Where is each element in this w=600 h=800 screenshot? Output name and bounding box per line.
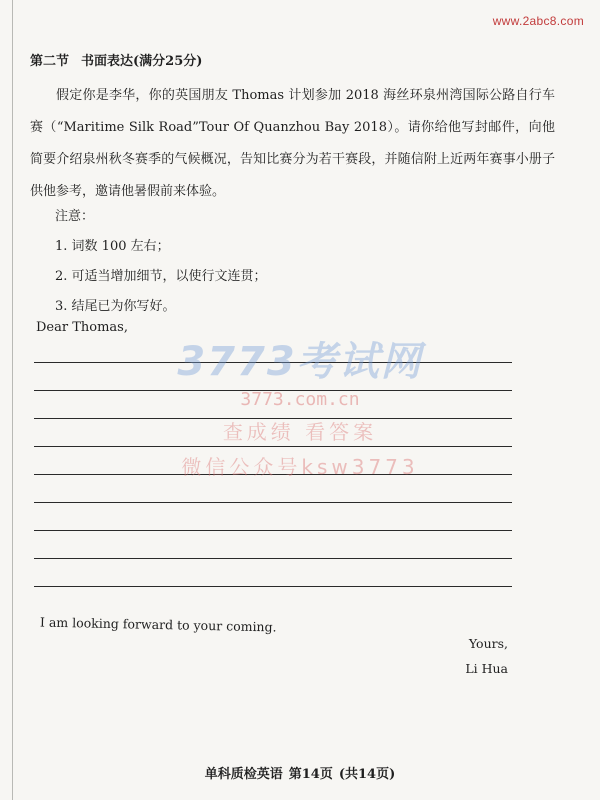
writing-line [34,474,512,475]
note-item: 1. 词数 100 左右； [55,239,170,254]
writing-line [34,390,512,391]
writing-prompt: 假定你是李华，你的英国朋友 Thomas 计划参加 2018 海丝环泉州湾国际公路自行车赛（“Maritime Silk Road”Tour Of Quanzhou Bay 2018）。请你给他写封邮件，向他简要介绍泉州秋冬赛季的气候概况，告知比赛分为若干赛段，并随信附上近两年赛事小册子供他参考，邀请他暑假前来体验。 [30,88,555,199]
footer-page: 第14页 [288,767,333,782]
note-item: 2. 可适当增加细节，以使行文连贯； [55,269,267,284]
section-title: 书面表达(满分25分) [81,54,203,69]
notes-title: 注意： [55,209,95,224]
writing-line [34,558,512,559]
section-number: 第二节 [30,54,70,69]
page-edge [12,0,13,800]
letter-closing: I am looking forward to your coming. [39,614,277,635]
site-url: www.2abc8.com [492,14,584,28]
writing-line [34,586,512,587]
watermark-wechat: 微信公众号ksw3773 [181,455,419,479]
watermark-url: 3773.com.cn [240,389,360,410]
writing-line [34,362,512,363]
writing-line [34,502,512,503]
section-heading [30,50,202,69]
writing-line [34,418,512,419]
writing-line [34,530,512,531]
letter-sign-off: Yours, [468,636,508,651]
letter-greeting: Dear Thomas, [36,320,128,335]
letter-signature: Li Hua [465,661,508,676]
watermark [150,330,450,480]
watermark-slogan: 查成绩 看答案 [222,420,378,444]
page-footer [0,763,600,782]
writing-line [34,446,512,447]
footer-subject: 单科质检英语 [204,767,283,782]
notes-block [55,202,267,322]
note-item: 3. 结尾已为你写好。 [55,299,176,314]
footer-total: (共14页) [338,767,396,782]
watermark-logo: 3773考试网 [177,339,423,385]
